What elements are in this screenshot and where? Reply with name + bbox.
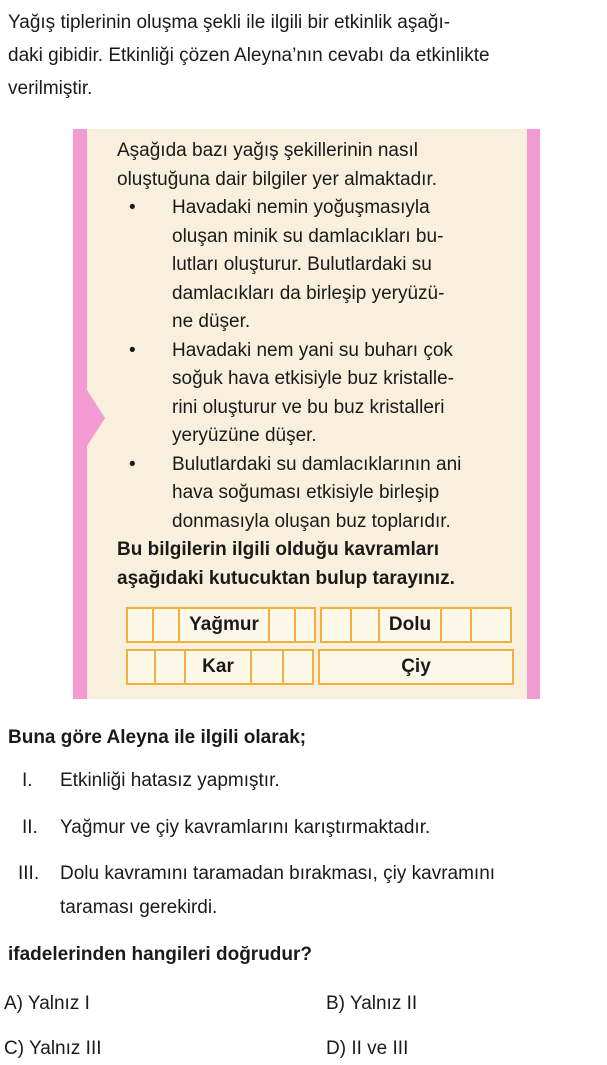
bullet-text: Havadaki nem yani su buharı çok — [172, 339, 453, 361]
word-grid — [126, 607, 518, 685]
intro-line: daki gibidir. Etkinliği çözen Aleyna’nın cevabı da etkinlikte — [8, 45, 490, 66]
bullet-1-line: lutları oluşturur. Bulutlardaki su — [172, 254, 432, 275]
activity-arrow-marker — [87, 390, 105, 446]
statement-text: Dolu kavramını taramadan bırakması, çiy kavramını — [60, 863, 496, 884]
grid-cell — [320, 607, 352, 643]
grid-cell — [440, 607, 472, 643]
grid-cell — [126, 607, 154, 643]
bullet-1-line: ne düşer. — [172, 311, 251, 332]
bullet-3-line: hava soğuması etkisiyle birleşip — [172, 482, 440, 503]
bullet-dot: • — [129, 197, 136, 218]
grid-cell — [294, 607, 316, 643]
bullet-text: Bulutlardaki su damlacıklarının ani — [172, 453, 462, 475]
bullet-2-line: rini oluşturur ve bu buz kristalleri — [172, 396, 445, 418]
question-prompt: ifadelerinden hangileri doğrudur? — [8, 944, 313, 965]
option-a[interactable]: A) Yalnız I — [4, 993, 90, 1014]
grid-cell — [282, 649, 314, 685]
intro-line: Yağış tiplerinin oluşma şekli ile ilgili bir etkinlik aşağı- — [8, 12, 451, 33]
bullet-dot: • — [129, 453, 136, 475]
word-grid-row-2 — [126, 649, 518, 685]
intro-paragraph — [8, 6, 600, 105]
bullet-2-line — [117, 337, 517, 366]
option-d[interactable]: D) II ve III — [326, 1038, 409, 1059]
grid-cell — [470, 607, 512, 643]
bullet-dot: • — [129, 339, 136, 361]
statement-number: III. — [18, 863, 40, 884]
statement-text: Etkinliği hatasız yapmıştır. — [60, 770, 280, 791]
grid-cell — [268, 607, 296, 643]
activity-instruction-line: aşağıdaki kutucuktan bulup tarayınız. — [117, 567, 455, 589]
word-grid-row-1 — [126, 607, 518, 643]
grid-word-dolu: Dolu — [378, 607, 442, 643]
activity-instruction-line: Bu bilgilerin ilgili olduğu kavramları — [117, 539, 439, 560]
activity-left-bar — [73, 129, 87, 699]
bullet-1-line: damlacıkları da birleşip yeryüzü- — [172, 282, 445, 304]
activity-right-bar — [527, 129, 540, 699]
statement-text: taraması gerekirdi. — [60, 897, 218, 918]
grid-cell — [154, 649, 186, 685]
grid-word-ciy: Çiy — [318, 649, 514, 685]
bullet-2-line: yeryüzüne düşer. — [172, 425, 317, 446]
bullet-text: Havadaki nemin yoğuşmasıyla — [172, 197, 430, 218]
bullet-1-line — [117, 194, 517, 223]
statement-number: II. — [22, 817, 38, 838]
activity-heading-line: Aşağıda bazı yağış şekillerinin nasıl — [117, 140, 418, 161]
intro-line: verilmiştir. — [8, 78, 93, 99]
statement-number: I. — [22, 770, 33, 791]
activity-heading-line: oluştuğuna dair bilgiler yer almaktadır. — [117, 168, 438, 190]
option-b[interactable]: B) Yalnız II — [326, 993, 418, 1014]
grid-cell — [126, 649, 156, 685]
statement-text: Yağmur ve çiy kavramlarını karıştırmaktadır. — [60, 817, 431, 838]
option-c[interactable]: C) Yalnız III — [4, 1038, 102, 1059]
grid-cell — [350, 607, 380, 643]
grid-word-yagmur: Yağmur — [178, 607, 270, 643]
grid-cell — [250, 649, 284, 685]
grid-cell — [152, 607, 180, 643]
question-heading: Buna göre Aleyna ile ilgili olarak; — [8, 727, 307, 748]
bullet-3-line: donmasıyla oluşan buz toplarıdır. — [172, 510, 451, 532]
bullet-1-line: oluşan minik su damlacıkları bu- — [172, 225, 444, 247]
grid-word-kar: Kar — [184, 649, 252, 685]
bullet-3-line — [117, 451, 517, 480]
activity-text — [117, 137, 517, 593]
bullet-2-line: soğuk hava etkisiyle buz kristalle- — [172, 368, 454, 389]
